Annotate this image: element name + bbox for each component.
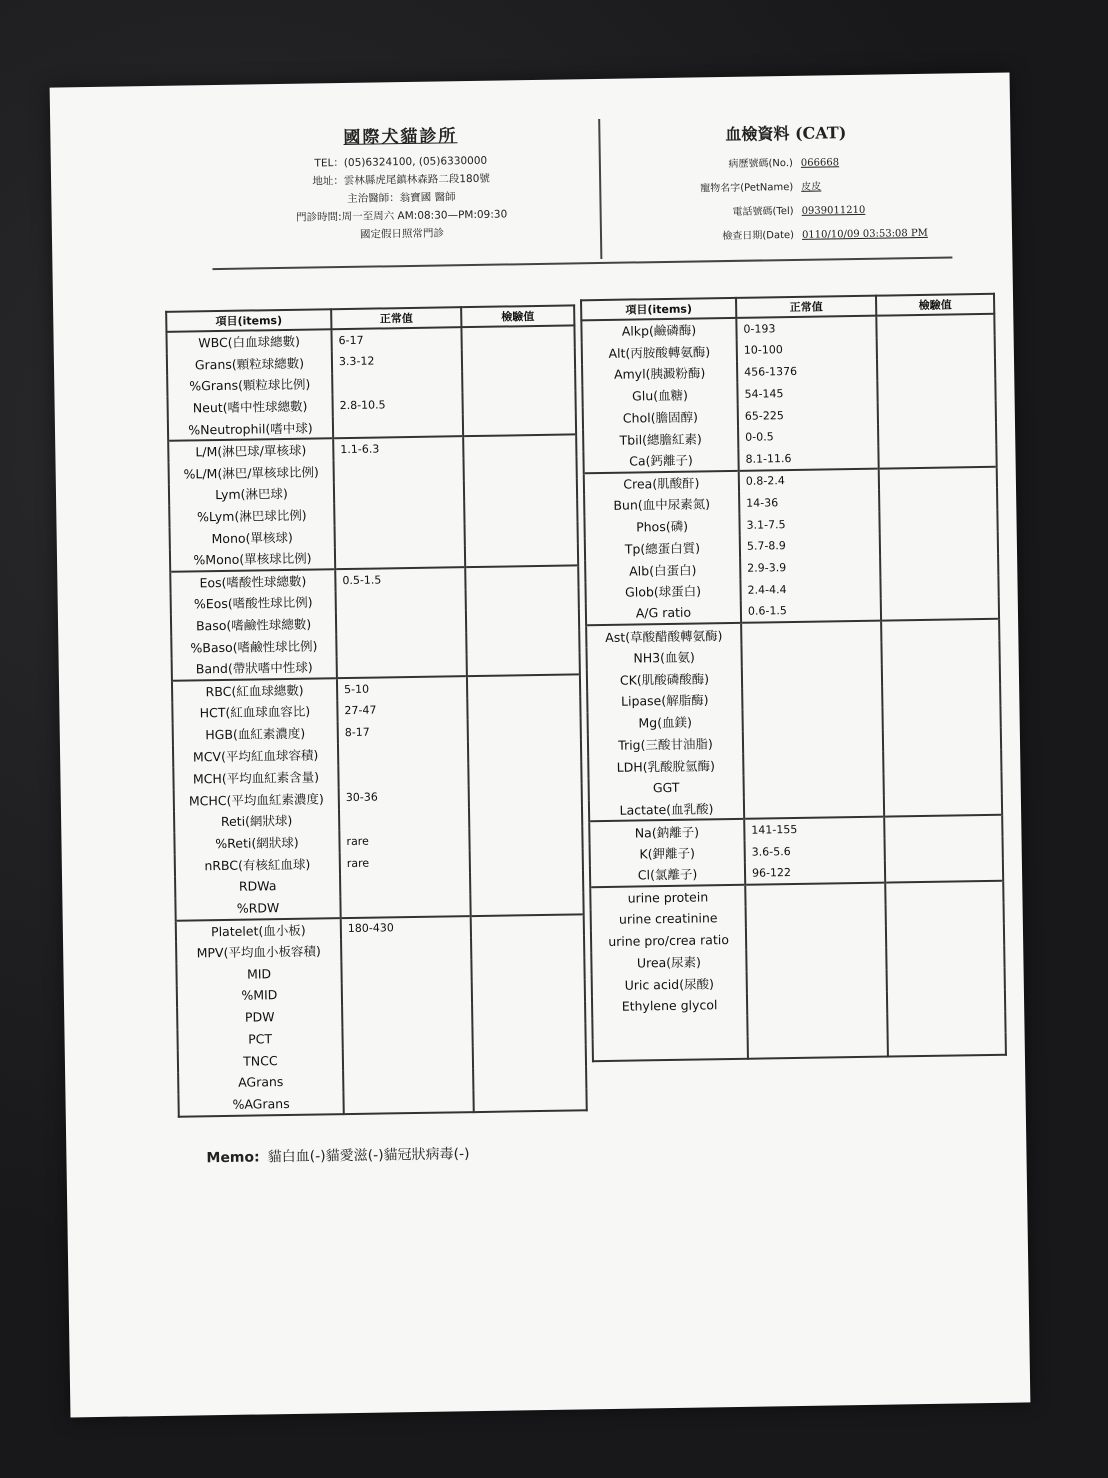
test-result bbox=[884, 793, 1002, 817]
test-item: %Eos(嗜酸性球比例) bbox=[171, 591, 336, 615]
test-result bbox=[470, 870, 583, 894]
normal-range bbox=[744, 773, 884, 797]
col-header-normal: 正常值 bbox=[331, 307, 461, 329]
test-item: Band(帶狀嗜中性球) bbox=[172, 656, 337, 680]
test-item: Crea(肌酸酐) bbox=[584, 470, 739, 494]
memo bbox=[206, 1143, 469, 1167]
test-item: MPV(平均血小板容積) bbox=[176, 939, 341, 963]
test-item: Ast(草酸醋酸轉氨酶) bbox=[586, 623, 741, 647]
test-item: Alt(丙胺酸轉氨酶) bbox=[582, 340, 737, 364]
test-result bbox=[878, 401, 996, 425]
test-result bbox=[473, 1045, 586, 1069]
normal-range bbox=[341, 937, 471, 961]
test-result bbox=[885, 837, 1003, 861]
normal-range bbox=[335, 523, 465, 547]
info-label: 病歷號碼(No.) bbox=[728, 157, 793, 170]
test-result bbox=[463, 456, 576, 480]
test-result bbox=[463, 413, 576, 437]
normal-range: 8-17 bbox=[338, 719, 468, 743]
report-info bbox=[650, 118, 952, 250]
info-value: 0110/10/09 03:53:08 PM bbox=[801, 227, 928, 241]
test-item: Baso(嗜鹼性球總數) bbox=[171, 613, 336, 637]
test-result bbox=[883, 771, 1001, 795]
normal-range bbox=[336, 611, 466, 635]
test-item: TNCC bbox=[178, 1048, 343, 1072]
test-result bbox=[462, 347, 575, 371]
test-result bbox=[469, 783, 582, 807]
test-item: MID bbox=[176, 961, 341, 985]
clinic-hours: 門診時間:周一至周六 AM:08:30—PM:09:30 bbox=[296, 208, 508, 224]
normal-range: 2.8-10.5 bbox=[332, 393, 462, 417]
test-item: Lym(淋巴球) bbox=[169, 482, 334, 506]
clinic-holiday: 國定假日照常門診 bbox=[359, 227, 445, 241]
test-item: Urea(尿素) bbox=[591, 950, 746, 974]
normal-range bbox=[746, 948, 886, 972]
test-result bbox=[466, 609, 579, 633]
normal-range bbox=[744, 795, 884, 819]
test-result bbox=[465, 522, 578, 546]
normal-range bbox=[742, 686, 882, 710]
normal-range bbox=[747, 1013, 887, 1037]
test-result bbox=[470, 892, 583, 916]
normal-range: 8.1-11.6 bbox=[738, 446, 878, 470]
normal-range: 3.1-7.5 bbox=[739, 512, 879, 536]
test-item bbox=[593, 1037, 748, 1061]
test-item: %Neutrophil(嗜中球) bbox=[168, 416, 333, 440]
normal-range bbox=[748, 1035, 888, 1059]
test-result bbox=[879, 466, 997, 490]
normal-range bbox=[342, 1025, 472, 1049]
test-item: Grans(顆粒球總數) bbox=[167, 351, 332, 375]
test-item: urine pro/crea ratio bbox=[591, 928, 746, 952]
test-result bbox=[880, 532, 998, 556]
normal-range bbox=[742, 708, 882, 732]
normal-range: 65-225 bbox=[738, 403, 878, 427]
normal-range bbox=[332, 371, 462, 395]
normal-range bbox=[334, 502, 464, 526]
clinic-header bbox=[210, 119, 592, 246]
test-result bbox=[884, 815, 1002, 839]
normal-range bbox=[342, 981, 472, 1005]
test-item: L/M(淋巴球/單核球) bbox=[168, 438, 333, 462]
test-result bbox=[882, 684, 1000, 708]
normal-range: 0.5-1.5 bbox=[335, 567, 465, 591]
test-item: urine creatinine bbox=[591, 906, 746, 930]
info-label: 電話號碼(Tel) bbox=[732, 205, 794, 218]
test-item: Alkp(鹼磷酶) bbox=[581, 318, 736, 342]
test-item: Cl(氯離子) bbox=[590, 863, 745, 887]
test-result bbox=[883, 728, 1001, 752]
test-result bbox=[466, 631, 579, 655]
normal-range bbox=[343, 1090, 473, 1114]
test-result bbox=[881, 619, 999, 643]
test-item: PDW bbox=[177, 1005, 342, 1029]
test-result bbox=[879, 488, 997, 512]
normal-range bbox=[336, 632, 466, 656]
normal-range: rare bbox=[339, 828, 469, 852]
normal-range bbox=[338, 741, 468, 765]
chemistry-table bbox=[580, 293, 1007, 1063]
test-result bbox=[461, 325, 574, 349]
test-item: Platelet(血小板) bbox=[176, 918, 341, 942]
normal-range: 0-0.5 bbox=[738, 425, 878, 449]
normal-range: 54-145 bbox=[737, 381, 877, 405]
test-item: AGrans bbox=[178, 1070, 343, 1094]
test-result bbox=[464, 500, 577, 524]
test-item: %MID bbox=[177, 983, 342, 1007]
clinic-doctor: 主治醫師：翁寶國 醫師 bbox=[347, 191, 456, 205]
test-item: Glu(血糖) bbox=[582, 383, 737, 407]
header-divider-horizontal bbox=[212, 256, 952, 270]
test-result bbox=[462, 391, 575, 415]
test-item: %Baso(嗜鹼性球比例) bbox=[171, 634, 336, 658]
col-header-result: 檢驗值 bbox=[461, 305, 574, 327]
test-item: Na(鈉離子) bbox=[589, 819, 744, 843]
normal-range bbox=[337, 654, 467, 678]
normal-range bbox=[745, 882, 885, 906]
test-item: urine protein bbox=[590, 885, 745, 909]
test-result bbox=[886, 902, 1004, 926]
test-item: Ca(鈣離子) bbox=[583, 449, 738, 473]
test-result bbox=[885, 859, 1003, 883]
normal-range bbox=[340, 894, 470, 918]
normal-range bbox=[338, 763, 468, 787]
test-item: Uric acid(尿酸) bbox=[592, 972, 747, 996]
test-result bbox=[879, 510, 997, 534]
test-result bbox=[883, 750, 1001, 774]
test-result bbox=[472, 979, 585, 1003]
test-item: %Reti(網狀球) bbox=[174, 830, 339, 854]
normal-range: rare bbox=[340, 850, 470, 874]
test-result bbox=[471, 914, 584, 938]
test-result bbox=[467, 652, 580, 676]
normal-range bbox=[746, 926, 886, 950]
normal-range: 0-193 bbox=[736, 316, 876, 340]
test-result bbox=[885, 880, 1003, 904]
test-result bbox=[878, 445, 996, 469]
normal-range: 2.4-4.4 bbox=[740, 577, 880, 601]
info-label: 寵物名字(PetName) bbox=[700, 181, 794, 195]
normal-range: 2.9-3.9 bbox=[740, 555, 880, 579]
hematology-table bbox=[165, 304, 588, 1117]
test-result bbox=[468, 761, 581, 785]
test-result bbox=[466, 587, 579, 611]
clinic-address: 地址：雲林縣虎尾鎮林森路二段180號 bbox=[312, 172, 490, 188]
info-row bbox=[652, 221, 952, 250]
clinic-tel: TEL：(05)6324100, (05)6330000 bbox=[314, 154, 488, 170]
normal-range bbox=[742, 664, 882, 688]
test-item: %Lym(淋巴球比例) bbox=[169, 504, 334, 528]
test-item: Mono(單核球) bbox=[170, 525, 335, 549]
test-item: RDWa bbox=[175, 874, 340, 898]
test-result bbox=[473, 1066, 586, 1090]
normal-range bbox=[340, 872, 470, 896]
normal-range: 0.6-1.5 bbox=[741, 599, 881, 623]
test-result bbox=[888, 1033, 1006, 1057]
test-item: Lipase(解脂酶) bbox=[587, 688, 742, 712]
test-item: MCV(平均紅血球容積) bbox=[173, 743, 338, 767]
normal-range bbox=[343, 1046, 473, 1070]
test-result bbox=[467, 696, 580, 720]
info-label: 檢查日期(Date) bbox=[722, 229, 795, 243]
normal-range: 0.8-2.4 bbox=[739, 468, 879, 492]
test-result bbox=[469, 827, 582, 851]
test-item: Bun(血中尿素氮) bbox=[584, 492, 739, 516]
test-item: %Grans(顆粒球比例) bbox=[167, 373, 332, 397]
test-item: Glob(球蛋白) bbox=[585, 579, 740, 603]
test-result bbox=[469, 805, 582, 829]
normal-range bbox=[743, 730, 883, 754]
test-item: %Mono(單核球比例) bbox=[170, 547, 335, 571]
normal-range: 5.7-8.9 bbox=[740, 534, 880, 558]
test-result bbox=[887, 1011, 1005, 1035]
test-item: Neut(嗜中性球總數) bbox=[167, 395, 332, 419]
normal-range: 141-155 bbox=[744, 817, 884, 841]
test-result bbox=[468, 739, 581, 763]
test-item: PCT bbox=[177, 1027, 342, 1051]
test-item: Trig(三酸甘油脂) bbox=[588, 732, 743, 756]
normal-range bbox=[747, 991, 887, 1015]
normal-range: 96-122 bbox=[745, 861, 885, 885]
normal-range: 5-10 bbox=[337, 676, 467, 700]
normal-range: 456-1376 bbox=[737, 359, 877, 383]
normal-range bbox=[743, 752, 883, 776]
normal-range bbox=[343, 1068, 473, 1092]
normal-range bbox=[339, 807, 469, 831]
test-item: Mg(血鎂) bbox=[587, 710, 742, 734]
test-item: K(鉀離子) bbox=[590, 841, 745, 865]
test-item: A/G ratio bbox=[586, 601, 741, 625]
normal-range: 3.6-5.6 bbox=[745, 839, 885, 863]
test-item: Amyl(胰澱粉酶) bbox=[582, 361, 737, 385]
test-item: MCHC(平均血紅素濃度) bbox=[174, 787, 339, 811]
test-result bbox=[465, 543, 578, 567]
memo-text: 貓白血(-)貓愛滋(-)貓冠狀病毒(-) bbox=[267, 1146, 470, 1166]
test-result bbox=[880, 554, 998, 578]
test-item: HGB(血紅素濃度) bbox=[173, 722, 338, 746]
test-result bbox=[881, 597, 999, 621]
test-item: Tbil(總膽紅素) bbox=[583, 427, 738, 451]
normal-range bbox=[342, 1003, 472, 1027]
test-item: WBC(白血球總數) bbox=[166, 329, 331, 353]
normal-range bbox=[336, 589, 466, 613]
clinic-name: 國際犬貓診所 bbox=[343, 126, 458, 149]
test-result bbox=[880, 575, 998, 599]
test-result bbox=[886, 924, 1004, 948]
test-result bbox=[462, 369, 575, 393]
test-item: Alb(白蛋白) bbox=[585, 558, 740, 582]
normal-range: 10-100 bbox=[737, 337, 877, 361]
test-item: NH3(血氨) bbox=[586, 645, 741, 669]
test-item: Chol(膽固醇) bbox=[583, 405, 738, 429]
test-result bbox=[887, 989, 1005, 1013]
normal-range bbox=[741, 621, 881, 645]
test-item: CK(肌酸磷酸酶) bbox=[587, 667, 742, 691]
test-result bbox=[886, 946, 1004, 970]
test-result bbox=[470, 848, 583, 872]
info-value: 皮皮 bbox=[801, 181, 822, 193]
normal-range: 1.1-6.3 bbox=[333, 436, 463, 460]
test-result bbox=[471, 936, 584, 960]
report-title: 血檢資料 (CAT) bbox=[725, 123, 847, 145]
test-item: RBC(紅血球總數) bbox=[172, 678, 337, 702]
header-divider-vertical bbox=[598, 119, 602, 259]
normal-range bbox=[333, 458, 463, 482]
test-item: GGT bbox=[589, 776, 744, 800]
test-item: Eos(嗜酸性球總數) bbox=[170, 569, 335, 593]
col-header-item: 項目(items) bbox=[581, 298, 736, 320]
test-result bbox=[472, 1023, 585, 1047]
normal-range bbox=[335, 545, 465, 569]
test-item: Tp(總蛋白質) bbox=[585, 536, 740, 560]
test-result bbox=[468, 718, 581, 742]
test-result bbox=[876, 314, 994, 338]
test-result bbox=[878, 423, 996, 447]
lab-report-sheet bbox=[50, 73, 1031, 1418]
test-result bbox=[467, 674, 580, 698]
normal-range bbox=[333, 414, 463, 438]
normal-range: 30-36 bbox=[339, 785, 469, 809]
normal-range bbox=[746, 904, 886, 928]
test-item: Reti(網狀球) bbox=[174, 809, 339, 833]
test-result bbox=[472, 1001, 585, 1025]
col-header-normal: 正常值 bbox=[736, 296, 876, 318]
col-header-result: 檢驗值 bbox=[876, 294, 994, 316]
test-item: Ethylene glycol bbox=[592, 993, 747, 1017]
normal-range bbox=[741, 643, 881, 667]
test-result bbox=[877, 357, 995, 381]
normal-range: 180-430 bbox=[341, 916, 471, 940]
test-result bbox=[887, 968, 1005, 992]
normal-range bbox=[334, 480, 464, 504]
test-result bbox=[877, 379, 995, 403]
test-item: %RDW bbox=[175, 896, 340, 920]
info-value: 0939011210 bbox=[801, 204, 866, 217]
test-result bbox=[465, 565, 578, 589]
test-result bbox=[471, 957, 584, 981]
normal-range bbox=[747, 969, 887, 993]
test-result bbox=[464, 478, 577, 502]
test-item: Phos(磷) bbox=[584, 514, 739, 538]
test-item bbox=[592, 1015, 747, 1039]
normal-range: 3.3-12 bbox=[332, 349, 462, 373]
test-item: %L/M(淋巴/單核球比例) bbox=[169, 460, 334, 484]
col-header-item: 項目(items) bbox=[166, 309, 331, 332]
normal-range: 27-47 bbox=[337, 698, 467, 722]
test-result bbox=[877, 336, 995, 360]
memo-label: Memo: bbox=[206, 1149, 260, 1167]
test-item: %AGrans bbox=[178, 1092, 343, 1116]
normal-range: 14-36 bbox=[739, 490, 879, 514]
test-result bbox=[882, 663, 1000, 687]
test-item: LDH(乳酸脫氫酶) bbox=[588, 754, 743, 778]
info-value: 066668 bbox=[800, 157, 840, 169]
test-item: MCH(平均血紅素含量) bbox=[173, 765, 338, 789]
test-result bbox=[473, 1088, 586, 1112]
normal-range bbox=[341, 959, 471, 983]
normal-range: 6-17 bbox=[331, 327, 461, 351]
test-item: Lactate(血乳酸) bbox=[589, 797, 744, 821]
test-item: nRBC(有核紅血球) bbox=[175, 852, 340, 876]
test-result bbox=[881, 641, 999, 665]
test-result bbox=[882, 706, 1000, 730]
test-result bbox=[463, 434, 576, 458]
test-item: HCT(紅血球血容比) bbox=[172, 700, 337, 724]
